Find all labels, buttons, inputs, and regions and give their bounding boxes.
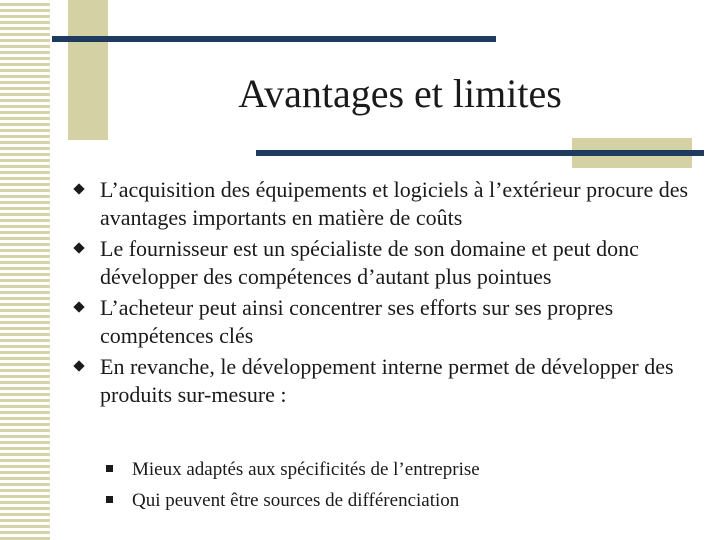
square-bullet-icon — [106, 496, 113, 503]
tan-accent-block-left — [68, 0, 108, 140]
diamond-bullet-icon — [73, 301, 84, 312]
bullet-text: En revanche, le développement interne permet de développer des produits sur-mesure : — [100, 354, 674, 407]
bullet-text: L’acquisition des équipements et logiciels à l’extérieur procure des avantages importants en matière de coûts — [100, 177, 689, 230]
title-underline-rule — [256, 150, 704, 156]
slide-title: Avantages et limites — [238, 71, 562, 116]
bullet-item — [70, 235, 690, 291]
diamond-bullet-icon — [73, 183, 84, 194]
bullet-item — [70, 353, 690, 409]
sub-bullet-text: Mieux adaptés aux spécificités de l’entreprise — [132, 459, 480, 480]
top-rule-line — [52, 36, 496, 42]
diamond-bullet-icon — [73, 360, 84, 371]
square-bullet-icon — [106, 465, 113, 472]
diamond-bullet-icon — [73, 242, 84, 253]
sub-bullet-item — [102, 485, 682, 516]
sub-bullet-item — [102, 454, 682, 485]
sub-bullet-text: Qui peuvent être sources de différenciation — [132, 490, 460, 511]
sub-bullet-list — [102, 454, 682, 516]
bullet-text: L’acheteur peut ainsi concentrer ses efforts sur ses propres compétences clés — [100, 295, 614, 348]
bullet-list — [70, 176, 690, 412]
bullet-item — [70, 294, 690, 350]
bullet-text: Le fournisseur est un spécialiste de son domaine et peut donc développer des compétences d’autant plus pointues — [100, 236, 639, 289]
bullet-item — [70, 176, 690, 232]
left-stripe-decoration — [0, 0, 50, 540]
